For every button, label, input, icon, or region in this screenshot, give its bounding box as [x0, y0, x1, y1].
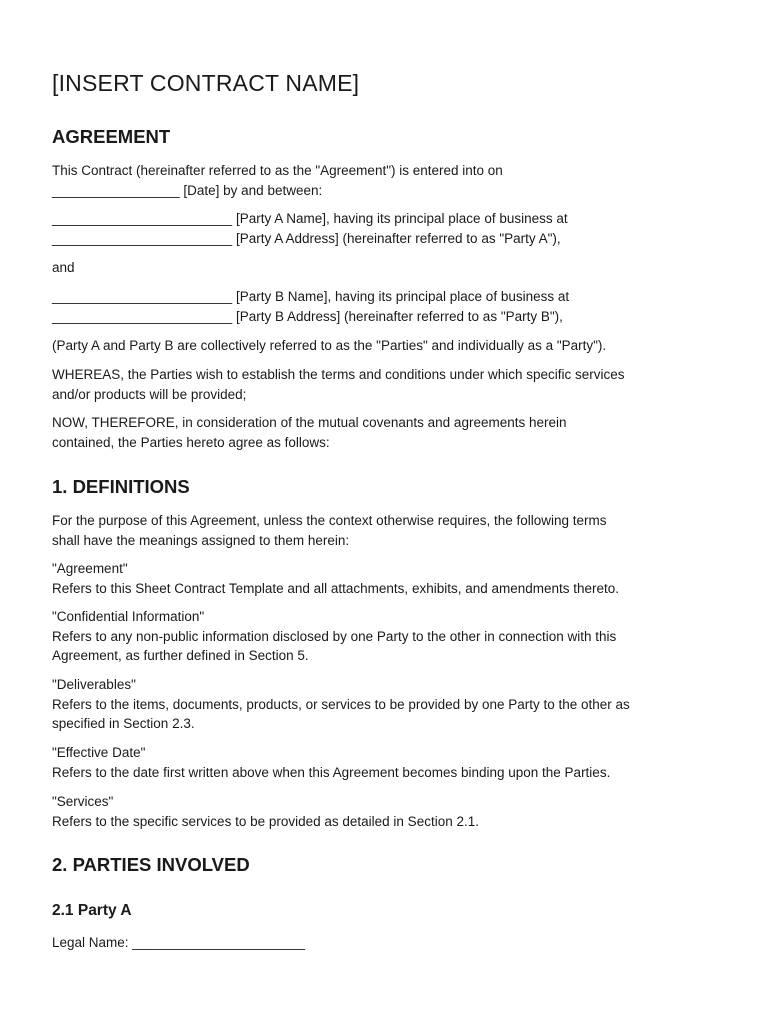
definition-text: Agreement, as further defined in Section 5. [52, 648, 309, 663]
intro-line-2: _________________ [Date] by and between: [52, 182, 323, 198]
definition-text: Refers to any non-public information disclosed by one Party to the other in connection with this [52, 628, 617, 644]
whereas-line-1: WHEREAS, the Parties wish to establish the terms and conditions under which specific services [52, 367, 625, 382]
party-a-address-line: ________________________ [Party A Address] (hereinafter referred to as "Party A"), [52, 230, 561, 246]
party-b-address-line: ________________________ [Party B Address] (hereinafter referred to as "Party B"), [52, 308, 563, 324]
now-therefore-line-2: contained, the Parties hereto agree as follows: [52, 434, 330, 450]
definition-term: "Agreement" [52, 561, 128, 576]
definition-services [52, 792, 479, 831]
definition-term: "Effective Date" [52, 745, 146, 760]
definition-term: "Deliverables" [52, 677, 136, 692]
whereas-line-2: and/or products will be provided; [52, 386, 247, 402]
now-therefore-paragraph [52, 413, 567, 452]
definition-text: Refers to the specific services to be provided as detailed in Section 2.1. [52, 813, 479, 829]
definition-term: "Confidential Information" [52, 609, 205, 624]
definition-text: Refers to this Sheet Contract Template and all attachments, exhibits, and amendments thereto. [52, 580, 620, 596]
definitions-intro [52, 511, 607, 550]
definition-confidential-information [52, 607, 616, 666]
definitions-intro-line-2: shall have the meanings assigned to them herein: [52, 532, 350, 548]
party-b-block [52, 287, 569, 326]
definition-term: "Services" [52, 794, 114, 809]
definition-effective-date [52, 743, 610, 782]
parties-involved-heading: 2. PARTIES INVOLVED [52, 854, 250, 875]
definitions-intro-line-1: For the purpose of this Agreement, unless the context otherwise requires, the following terms [52, 513, 607, 528]
and-text: and [52, 260, 75, 275]
legal-name-field: Legal Name: _______________________ [52, 935, 305, 950]
definition-text: Refers to the date first written above when this Agreement becomes binding upon the Parties. [52, 764, 611, 780]
definitions-heading: 1. DEFINITIONS [52, 476, 190, 497]
intro-paragraph [52, 161, 503, 200]
definition-deliverables [52, 675, 630, 734]
now-therefore-line-1: NOW, THEREFORE, in consideration of the mutual covenants and agreements herein [52, 415, 567, 430]
intro-line-1: This Contract (hereinafter referred to as the "Agreement") is entered into on [52, 163, 503, 178]
party-a-name-line: ________________________ [Party A Name], having its principal place of business at [52, 211, 568, 226]
collective-reference: (Party A and Party B are collectively referred to as the "Parties" and individually as a "Party"). [52, 338, 607, 353]
party-b-name-line: ________________________ [Party B Name], having its principal place of business at [52, 289, 570, 304]
definition-agreement [52, 559, 619, 598]
party-a-heading: 2.1 Party A [52, 902, 132, 919]
whereas-paragraph [52, 365, 625, 404]
definition-text: Refers to the items, documents, products, or services to be provided by one Party to the other as [52, 696, 630, 712]
definition-text: specified in Section 2.3. [52, 716, 195, 731]
party-a-block [52, 209, 568, 248]
contract-title: [INSERT CONTRACT NAME] [52, 70, 360, 96]
agreement-heading: AGREEMENT [52, 126, 171, 147]
